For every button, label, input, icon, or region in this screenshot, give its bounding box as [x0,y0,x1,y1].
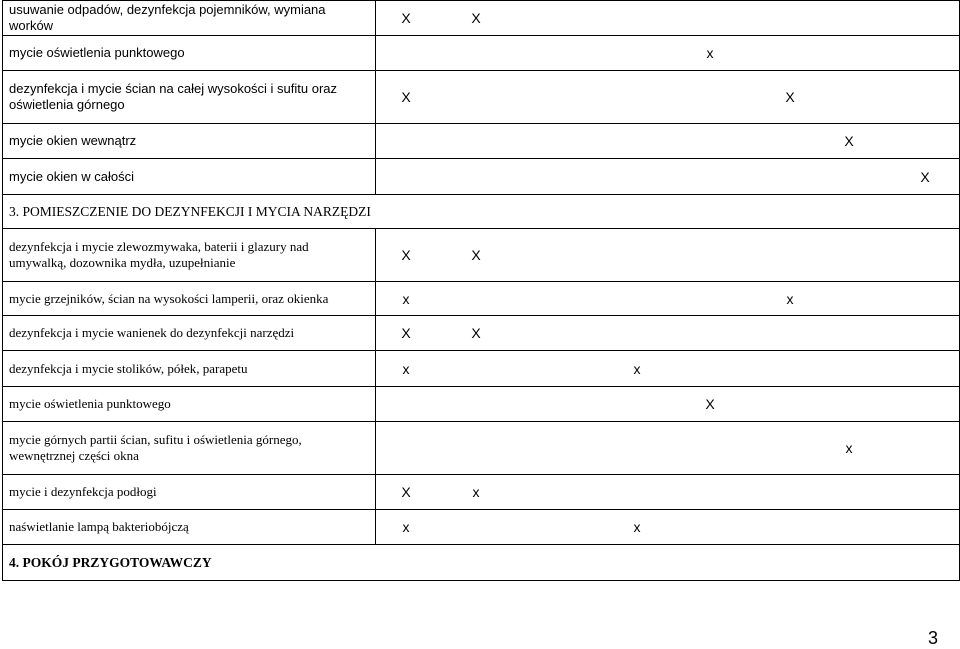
cleaning-schedule-table [2,0,960,581]
task-cell: mycie okien wewnątrz [3,124,376,159]
table-row [3,282,960,316]
mark-x: x [402,519,410,535]
task-cell: mycie i dezynfekcja podłogi [3,475,376,510]
page-number: 3 [927,628,938,648]
table-row [3,159,960,195]
mark-x: X [471,325,481,341]
section-header-row [3,545,960,581]
task-cell: mycie górnych partii ścian, sufitu i oświetlenia górnego, wewnętrznej części okna [3,422,376,475]
mark-x: X [471,247,481,263]
mark-x: x [706,45,714,61]
table-row [3,71,960,124]
mark-x: X [401,247,411,263]
mark-x: X [401,10,411,26]
task-cell: dezynfekcja i mycie zlewozmywaka, baterii i glazury nad umywalką, dozownika mydła, uzupełnianie [3,229,376,282]
section-header-row [3,195,960,229]
table-row [3,422,960,475]
section-title: 4. POKÓJ PRZYGOTOWAWCZY [3,545,960,581]
table-row [3,36,960,71]
mark-x: X [920,168,930,185]
mark-x: x [402,290,410,307]
table-row [3,387,960,422]
frequency-cell [376,475,960,510]
mark-x: x [845,440,853,456]
frequency-cell [376,71,960,124]
frequency-cell [376,316,960,351]
frequency-cell [376,282,960,316]
mark-x: X [401,484,411,500]
table-row [3,316,960,351]
section-title: 3. POMIESZCZENIE DO DEZYNFEKCJI I MYCIA NARZĘDZI [3,195,960,229]
task-cell: usuwanie odpadów, dezynfekcja pojemników, wymiana worków [3,1,376,36]
frequency-cell [376,351,960,387]
mark-x: X [844,133,854,149]
mark-x: x [633,519,641,535]
table-row [3,1,960,36]
mark-x: x [633,360,641,377]
mark-x: X [471,10,481,26]
task-cell: mycie grzejników, ścian na wysokości lamperii, oraz okienka [3,282,376,316]
task-cell: dezynfekcja i mycie stolików, półek, parapetu [3,351,376,387]
task-cell: mycie okien w całości [3,159,376,195]
mark-x: x [786,290,794,307]
mark-x: x [472,484,480,500]
table-row [3,510,960,545]
frequency-cell [376,159,960,195]
frequency-cell [376,510,960,545]
table-row [3,124,960,159]
table-row [3,351,960,387]
frequency-cell [376,387,960,422]
frequency-cell [376,1,960,36]
frequency-cell [376,229,960,282]
task-cell: dezynfekcja i mycie ścian na całej wysokości i sufitu oraz oświetlenia górnego [3,71,376,124]
mark-x: X [785,89,795,105]
mark-x: X [401,89,411,105]
table-row [3,229,960,282]
mark-x: x [402,360,410,377]
frequency-cell [376,36,960,71]
mark-x: X [401,325,411,341]
task-cell: mycie oświetlenia punktowego [3,36,376,71]
frequency-cell [376,422,960,475]
mark-x: X [705,396,715,412]
frequency-cell [376,124,960,159]
task-cell: mycie oświetlenia punktowego [3,387,376,422]
table-row [3,475,960,510]
task-cell: naświetlanie lampą bakteriobójczą [3,510,376,545]
task-cell: dezynfekcja i mycie wanienek do dezynfekcji narzędzi [3,316,376,351]
